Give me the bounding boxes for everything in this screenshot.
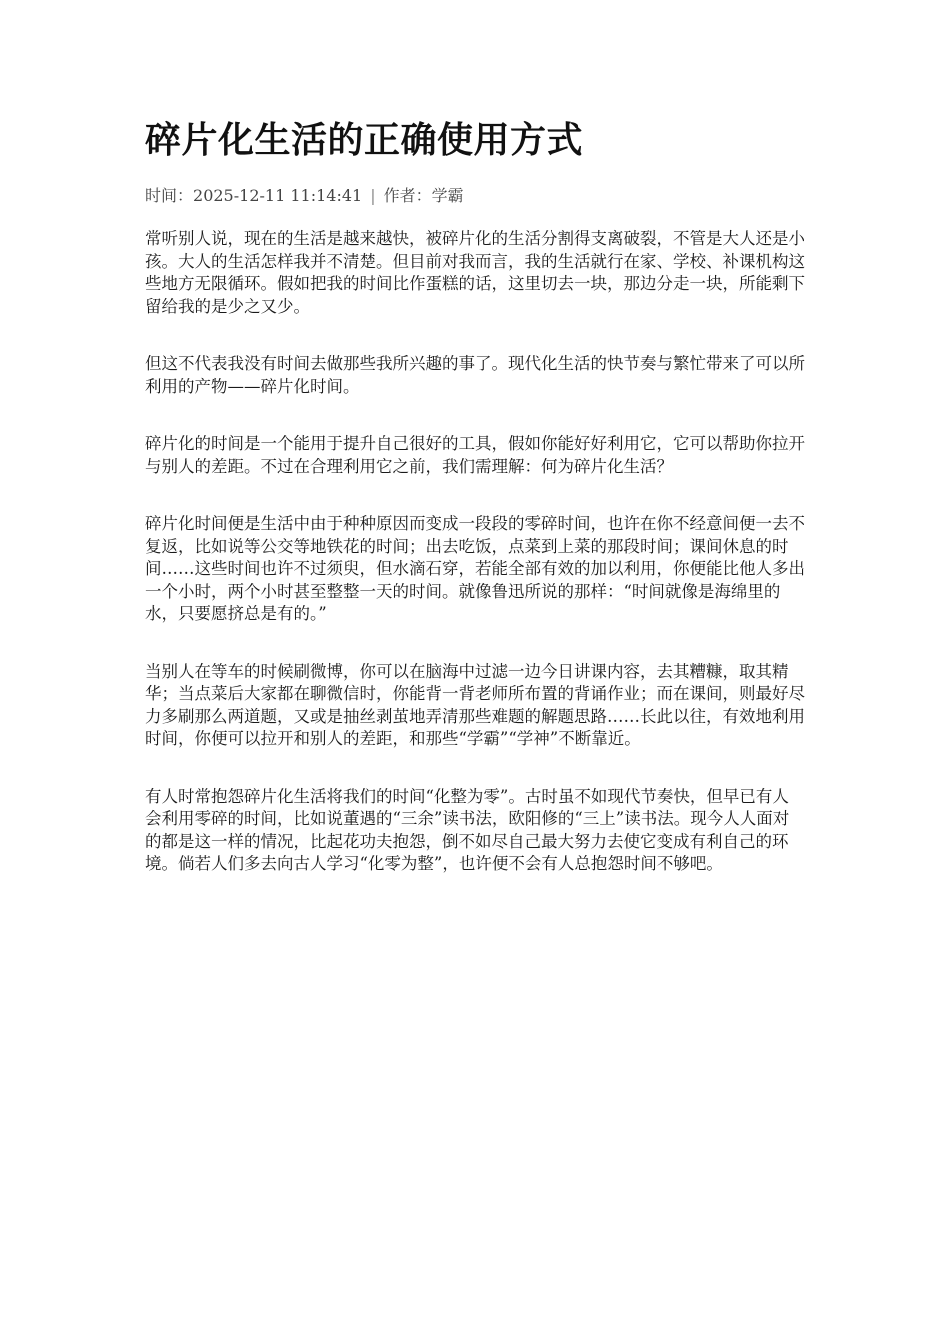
meta-separator: | xyxy=(370,186,376,205)
article xyxy=(145,118,805,911)
article-title: 碎片化生活的正确使用方式 xyxy=(145,120,584,161)
article-body xyxy=(145,228,805,876)
time-label: 时间： xyxy=(145,186,194,205)
article-meta xyxy=(145,184,805,208)
paragraph: 碎片化时间便是生活中由于种种原因而变成一段段的零碎时间，也许在你不经意间便一去不复返，比如说等公交等地铁花的时间；出去吃饭，点菜到上菜的那段时间；课间休息的时间……这些时间也许不过须臾，但水滴石穿，若能全部有效的加以利用，你便能比他人多出一个小时，两个小时甚至整整一天的时间。就像鲁迅所说的那样：“时间就像是海绵里的水，只要愿挤总是有的。” xyxy=(145,514,805,623)
author-label: 作者： xyxy=(383,186,432,205)
paragraph: 碎片化的时间是一个能用于提升自己很好的工具，假如你能好好利用它，它可以帮助你拉开与别人的差距。不过在合理利用它之前，我们需理解：何为碎片化生活？ xyxy=(145,434,805,476)
paragraph: 常听别人说，现在的生活是越来越快，被碎片化的生活分割得支离破裂，不管是大人还是小孩。大人的生活怎样我并不清楚。但目前对我而言，我的生活就行在家、学校、补课机构这些地方无限循环。假如把我的时间比作蛋糕的话，这里切去一块，那边分走一块，所能剩下留给我的是少之又少。 xyxy=(145,229,805,316)
paragraph: 有人时常抱怨碎片化生活将我们的时间“化整为零”。古时虽不如现代节奏快，但早已有人会利用零碎的时间，比如说董遇的“三余”读书法，欧阳修的“三上”读书法。现今人人面对的都是这一样的情况，比起花功夫抱怨，倒不如尽自己最大努力去使它变成有利自己的环境。倘若人们多去向古人学习“化零为整”，也许便不会有人总抱怨时间不够吧。 xyxy=(145,786,790,873)
author-name: 学霸 xyxy=(431,186,464,205)
publish-time: 2025-12-11 11:14:41 xyxy=(193,186,363,205)
paragraph: 但这不代表我没有时间去做那些我所兴趣的事了。现代化生活的快节奏与繁忙带来了可以所利用的产物——碎片化时间。 xyxy=(145,354,805,396)
paragraph: 当别人在等车的时候刷微博，你可以在脑海中过滤一边今日讲课内容，去其糟糠，取其精华；当点菜后大家都在聊微信时，你能背一背老师所布置的背诵作业；而在课间，则最好尽力多刷那么两道题，又或是抽丝剥茧地弄清那些难题的解题思路……长此以往，有效地利用时间，你便可以拉开和别人的差距，和那些“学霸”“学神”不断靠近。 xyxy=(145,661,805,748)
